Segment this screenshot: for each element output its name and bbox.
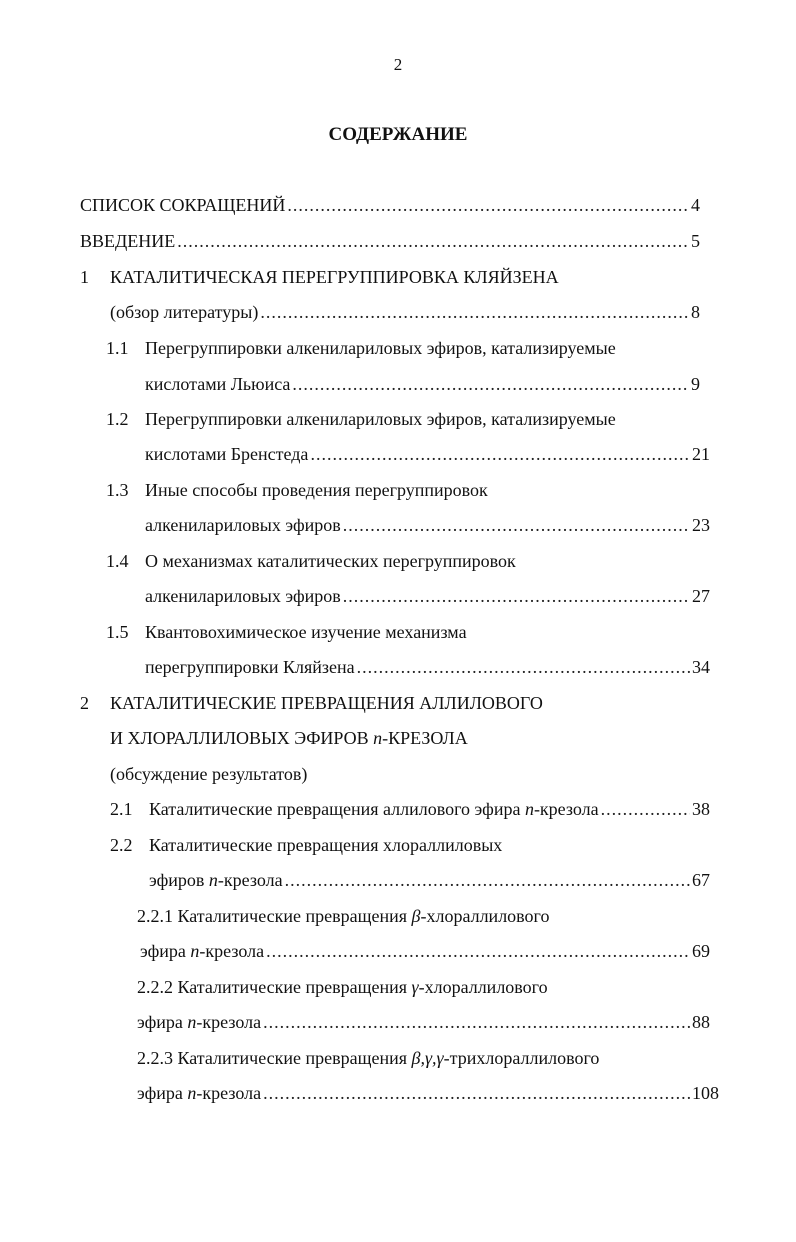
leader-dots bbox=[287, 192, 689, 218]
section-number: 1.5 bbox=[106, 622, 129, 642]
leader-dots bbox=[177, 228, 689, 254]
text-segment: Каталитические превращения bbox=[177, 977, 412, 997]
page-number: 2 bbox=[393, 55, 403, 74]
toc-entry-section-1-5 bbox=[145, 654, 710, 680]
text-segment: Каталитические превращения аллилового эфира bbox=[149, 799, 525, 819]
section-number: 1.2 bbox=[106, 409, 129, 429]
chapter-number: 1 bbox=[80, 267, 89, 287]
chapter-1-title: КАТАЛИТИЧЕСКАЯ ПЕРЕГРУППИРОВКА КЛЯЙЗЕНА bbox=[110, 267, 559, 287]
text-segment: -трихлораллилового bbox=[443, 1048, 600, 1068]
section-1-1-title: Перегруппировки алкенилариловых эфиров, катализируемые bbox=[145, 338, 616, 358]
toc-page-number: 67 bbox=[692, 870, 710, 890]
toc-page-number: 21 bbox=[692, 444, 710, 464]
text-segment: -хлораллилового bbox=[420, 906, 550, 926]
toc-entry-text bbox=[149, 796, 599, 822]
toc-entry-text: ВВЕДЕНИЕ bbox=[80, 231, 176, 251]
greek-letter: β bbox=[411, 906, 421, 926]
leader-dots bbox=[343, 583, 690, 609]
chapter-2-title-line-1: КАТАЛИТИЧЕСКИЕ ПРЕВРАЩЕНИЯ АЛЛИЛОВОГО bbox=[110, 693, 543, 713]
toc-page-number: 69 bbox=[692, 941, 710, 961]
toc-entry-section-2-2 bbox=[149, 867, 710, 893]
section-number: 2.2 bbox=[110, 835, 133, 855]
toc-entry-section-2-1 bbox=[149, 796, 710, 822]
toc-entry-section-2-2-1 bbox=[140, 938, 710, 964]
section-1-2-title: Перегруппировки алкенилариловых эфиров, катализируемые bbox=[145, 409, 616, 429]
toc-entry-text bbox=[137, 1080, 261, 1106]
text-segment: Каталитические превращения bbox=[177, 906, 412, 926]
leader-dots bbox=[601, 796, 690, 822]
section-1-4-title: О механизмах каталитических перегруппировок bbox=[145, 551, 516, 571]
toc-entry-text: кислотами Льюиса bbox=[145, 374, 291, 394]
toc-page-number: 108 bbox=[692, 1083, 719, 1103]
italic-letter: п bbox=[373, 728, 383, 748]
toc-entry-text: (обзор литературы) bbox=[110, 302, 259, 322]
toc-page-number: 88 bbox=[692, 1012, 710, 1032]
italic-letter: п bbox=[190, 941, 200, 961]
toc-entry-section-2-2-2 bbox=[137, 1009, 710, 1035]
toc-entry-text bbox=[149, 867, 283, 893]
toc-entry-section-1-4 bbox=[145, 583, 710, 609]
toc-page-number: 8 bbox=[691, 302, 700, 322]
leader-dots bbox=[260, 299, 689, 325]
italic-letter: п bbox=[187, 1012, 197, 1032]
italic-letter: п bbox=[524, 799, 534, 819]
section-number: 2.2.1 bbox=[137, 906, 173, 926]
toc-page-number: 34 bbox=[692, 657, 710, 677]
toc-entry-abbreviations bbox=[80, 192, 700, 218]
chapter-number: 2 bbox=[80, 693, 89, 713]
section-number: 1.1 bbox=[106, 338, 129, 358]
text-segment: эфира bbox=[137, 1083, 188, 1103]
toc-entry-introduction bbox=[80, 228, 700, 254]
leader-dots bbox=[285, 867, 690, 893]
toc-page-number: 38 bbox=[692, 799, 710, 819]
section-number: 1.3 bbox=[106, 480, 129, 500]
greek-letter: γ bbox=[411, 977, 419, 997]
leader-dots bbox=[310, 441, 690, 467]
toc-entry-text: СПИСОК СОКРАЩЕНИЙ bbox=[80, 195, 286, 215]
text-segment: эфиров bbox=[149, 870, 209, 890]
italic-letter: п bbox=[187, 1083, 197, 1103]
text-segment: -КРЕЗОЛА bbox=[382, 728, 468, 748]
section-2-2-1-title bbox=[137, 903, 549, 929]
text-segment: И ХЛОРАЛЛИЛОВЫХ ЭФИРОВ bbox=[110, 728, 374, 748]
section-1-5-title: Квантовохимическое изучение механизма bbox=[145, 622, 467, 642]
toc-entry-text: кислотами Бренстеда bbox=[145, 444, 309, 464]
leader-dots bbox=[343, 512, 690, 538]
section-number: 1.4 bbox=[106, 551, 129, 571]
section-2-2-3-title bbox=[137, 1045, 599, 1071]
text-segment: -крезола bbox=[196, 1083, 262, 1103]
leader-dots bbox=[357, 654, 690, 680]
toc-entry-section-1-2 bbox=[145, 441, 710, 467]
toc-entry-section-1-3 bbox=[145, 512, 710, 538]
toc-entry-text: алкенилариловых эфиров bbox=[145, 515, 341, 535]
text-segment: эфира bbox=[137, 1012, 188, 1032]
section-1-3-title: Иные способы проведения перегруппировок bbox=[145, 480, 488, 500]
text-segment: -хлораллилового bbox=[418, 977, 548, 997]
toc-entry-section-1-1 bbox=[145, 371, 700, 397]
text-segment: -крезола bbox=[196, 1012, 262, 1032]
leader-dots bbox=[263, 1080, 690, 1106]
text-segment: Каталитические превращения bbox=[177, 1048, 412, 1068]
toc-page-number: 4 bbox=[691, 195, 700, 215]
chapter-2-title-line-2 bbox=[110, 725, 468, 751]
section-number: 2.1 bbox=[110, 799, 133, 819]
toc-entry-text: алкенилариловых эфиров bbox=[145, 586, 341, 606]
italic-letter: п bbox=[208, 870, 218, 890]
toc-page-number: 9 bbox=[691, 374, 700, 394]
chapter-2-subtitle: (обсуждение результатов) bbox=[110, 764, 308, 784]
toc-entry-text: перегруппировки Кляйзена bbox=[145, 657, 355, 677]
text-segment: -крезола bbox=[217, 870, 283, 890]
text-segment: -крезола bbox=[533, 799, 599, 819]
toc-page-number: 23 bbox=[692, 515, 710, 535]
section-2-2-title: Каталитические превращения хлораллиловых bbox=[149, 835, 503, 855]
toc-page-number: 5 bbox=[691, 231, 700, 251]
page-title: СОДЕРЖАНИЕ bbox=[328, 124, 468, 145]
leader-dots bbox=[292, 371, 689, 397]
toc-page-number: 27 bbox=[692, 586, 710, 606]
section-number: 2.2.3 bbox=[137, 1048, 173, 1068]
toc-entry-text bbox=[140, 938, 264, 964]
text-segment: -крезола bbox=[199, 941, 265, 961]
greek-letters: β,γ,γ bbox=[411, 1048, 444, 1068]
toc-entry-chapter-1 bbox=[110, 299, 700, 325]
section-number: 2.2.2 bbox=[137, 977, 173, 997]
toc-entry-text bbox=[137, 1009, 261, 1035]
leader-dots bbox=[266, 938, 690, 964]
section-2-2-2-title bbox=[137, 974, 548, 1000]
text-segment: эфира bbox=[140, 941, 191, 961]
leader-dots bbox=[263, 1009, 690, 1035]
toc-entry-section-2-2-3 bbox=[137, 1080, 719, 1106]
